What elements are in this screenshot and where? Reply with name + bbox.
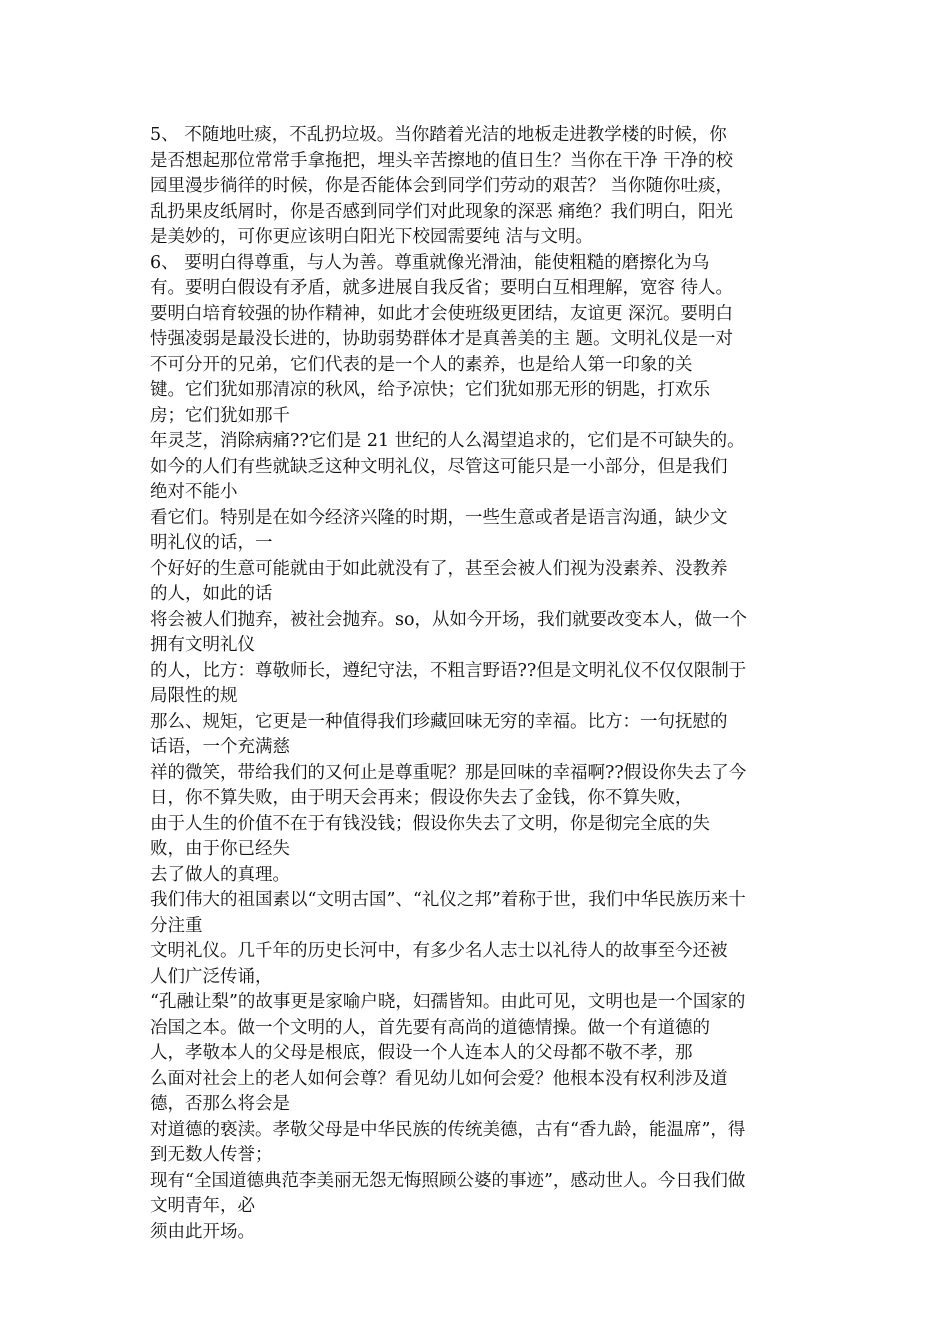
text-line: 人，孝敬本人的父母是根底，假设一个人连本人的父母都不敬不孝，那 bbox=[150, 1043, 693, 1063]
text-line: 日，你不算失败，由于明天会再来；假设你失去了金钱，你不算失败， bbox=[150, 788, 693, 808]
text-line: 那么、规矩，它更是一种值得我们珍藏回味无穷的幸福。比方：一句抚慰的 bbox=[150, 711, 728, 732]
text-line: 键。它们犹如那清凉的秋风，给予凉快；它们犹如那无形的钥匙，打欢乐 bbox=[150, 380, 710, 400]
text-line: 到无数人传誉； bbox=[150, 1145, 273, 1165]
text-line: 5、 不随地吐痰，不乱扔垃圾。当你踏着光洁的地板走进教学楼的时候，你 bbox=[150, 125, 727, 145]
text-line: 绝对不能小 bbox=[150, 482, 238, 502]
text-line: 是美妙的，可你更应该明白阳光下校园需要纯 洁与文明。 bbox=[150, 227, 594, 247]
text-line: 祥的微笑，带给我们的又何止是尊重呢？那是回味的幸福啊??假设你失去了今 bbox=[150, 762, 747, 783]
text-line: 局限性的规 bbox=[150, 686, 238, 706]
text-line: 园里漫步徜徉的时候，你是否能体会到同学们劳动的艰苦？ 当你随你吐痰， bbox=[150, 176, 734, 196]
text-line: 的人，如此的话 bbox=[150, 584, 273, 604]
text-line: “孔融让梨”的故事更是家喻户晓，妇孺皆知。由此可见，文明也是一个国家的 bbox=[150, 992, 746, 1012]
text-line: 德，否那么将会是 bbox=[150, 1094, 290, 1114]
text-line: 由于人生的价值不在于有钱没钱；假设你失去了文明，你是彻完全底的失 bbox=[150, 813, 710, 834]
text-line: 文明礼仪。几千年的历史长河中，有多少名人志士以礼待人的故事至今还被 bbox=[150, 941, 728, 961]
text-line: 我们伟大的祖国素以“文明古国”、“礼仪之邦”着称于世，我们中华民族历来十 bbox=[150, 890, 746, 910]
text-line: 有。要明白假设有矛盾，就多进展自我反省；要明白互相理解，宽容 待人。 bbox=[150, 278, 734, 298]
text-line: 话语，一个充满慈 bbox=[150, 737, 290, 757]
text-line: 拥有文明礼仪 bbox=[150, 635, 255, 655]
text-line: 现有“全国道德典范李美丽无怨无悔照顾公婆的事迹”，感动世人。今日我们做 bbox=[150, 1170, 746, 1191]
text-line: 个好好的生意可能就由于如此就没有了，甚至会被人们视为没素养、没教养 bbox=[150, 558, 728, 579]
text-line: 年灵芝，消除病痛??它们是 21 世纪的人么渴望追求的，它们是不可缺失的。 bbox=[150, 431, 745, 451]
text-line: 败，由于你已经失 bbox=[150, 839, 290, 859]
text-line: 明礼仪的话，一 bbox=[150, 533, 273, 553]
text-line: 是否想起那位常常手拿拖把，埋头辛苦擦地的值日生？当你在干净 干净的校 bbox=[150, 150, 734, 171]
text-line: 要明白培育较强的协作精神，如此才会使班级更团结，友谊更 深沉。要明白 bbox=[150, 303, 734, 324]
text-line: 对道德的亵渎。孝敬父母是中华民族的传统美德，古有“香九龄，能温席”，得 bbox=[150, 1119, 746, 1140]
text-line: 房；它们犹如那千 bbox=[150, 405, 290, 426]
text-line: 恃强凌弱是最没长进的，协助弱势群体才是真善美的主 题。文明礼仪是一对 bbox=[150, 329, 734, 349]
text-line: 须由此开场。 bbox=[150, 1221, 255, 1242]
text-line: 6、 要明白得尊重，与人为善。尊重就像光滑油，能使粗糙的磨擦化为乌 bbox=[150, 252, 710, 273]
text-line: 么面对社会上的老人如何会尊？看见幼儿如何会爱？他根本没有权利涉及道 bbox=[150, 1068, 728, 1089]
text-line: 分注重 bbox=[150, 915, 203, 936]
text-line: 文明青年，必 bbox=[150, 1196, 255, 1216]
text-line: 去了做人的真理。 bbox=[150, 864, 290, 885]
document-body bbox=[150, 123, 810, 1245]
text-line: 不可分开的兄弟，它们代表的是一个人的素养，也是给人第一印象的关 bbox=[150, 354, 693, 375]
text-line: 乱扔果皮纸屑时，你是否感到同学们对此现象的深恶 痛绝？我们明白，阳光 bbox=[150, 201, 734, 222]
text-line: 如今的人们有些就缺乏这种文明礼仪，尽管这可能只是一小部分，但是我们 bbox=[150, 456, 728, 477]
text-line: 人们广泛传诵， bbox=[150, 966, 273, 987]
text-line: 冶国之本。做一个文明的人，首先要有高尚的道德情操。做一个有道德的 bbox=[150, 1017, 710, 1038]
text-line: 的人，比方：尊敬师长，遵纪守法，不粗言野语??但是文明礼仪不仅仅限制于 bbox=[150, 660, 747, 681]
text-line: 看它们。特别是在如今经济兴隆的时期，一些生意或者是语言沟通，缺少文 bbox=[150, 507, 728, 528]
text-line: 将会被人们抛弃，被社会抛弃。so，从如今开场，我们就要改变本人，做一个 bbox=[150, 609, 748, 630]
